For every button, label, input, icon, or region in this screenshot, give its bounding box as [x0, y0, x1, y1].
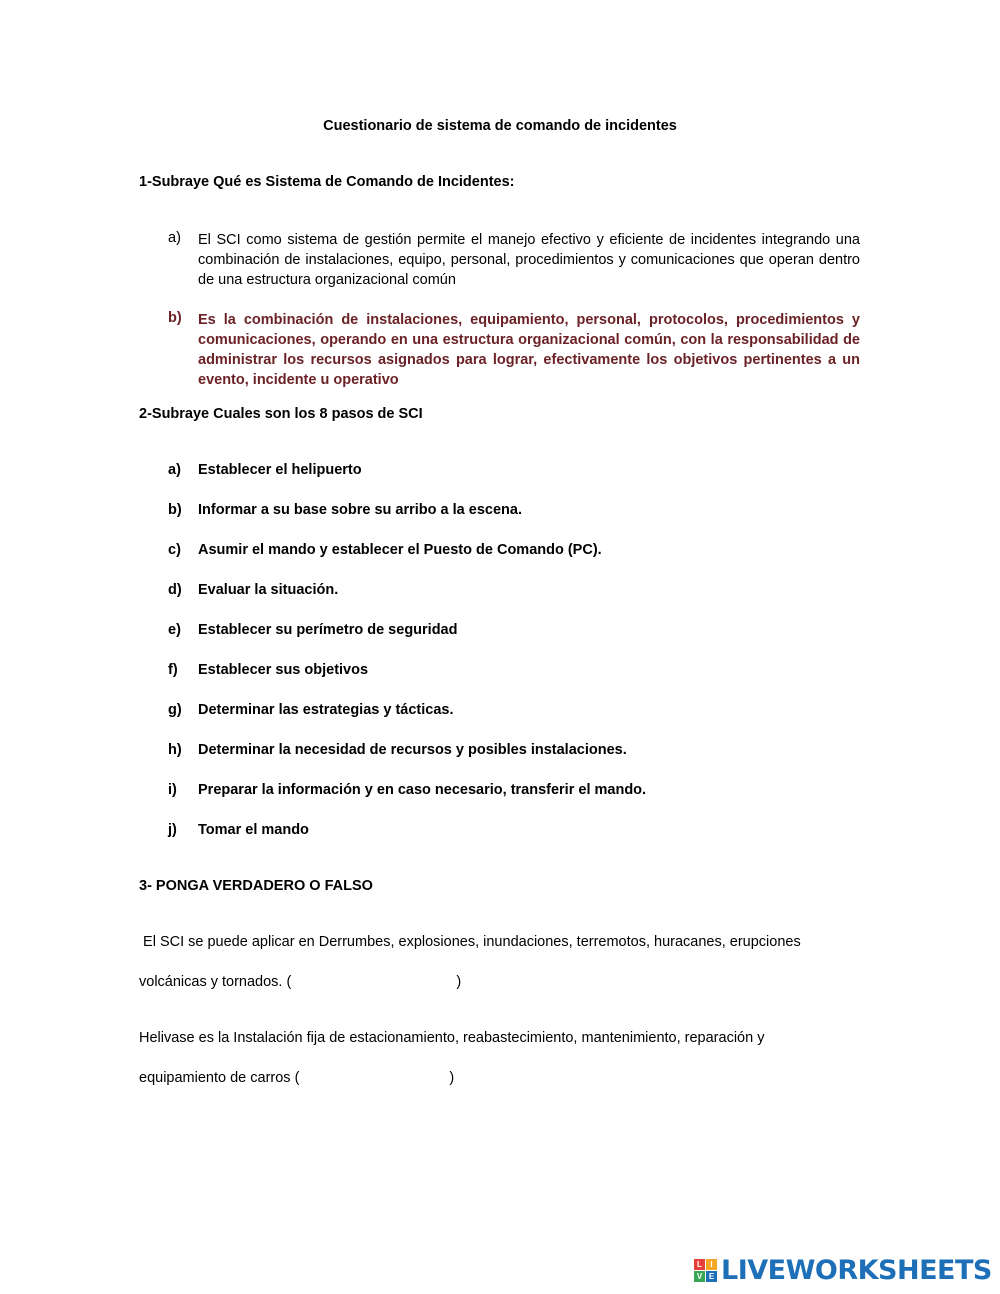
step-text: Tomar el mando: [198, 822, 309, 838]
step-label: b): [168, 502, 182, 518]
statement-2-close-paren: ): [449, 1070, 455, 1086]
statement-2-line-2: [139, 1070, 454, 1086]
option-label: b): [168, 310, 182, 326]
question-1-option-a[interactable]: [168, 230, 860, 290]
step-label: g): [168, 702, 182, 718]
step-label: e): [168, 622, 181, 638]
statement-2-line-1: Helivase es la Instalación fija de estacionamiento, reabastecimiento, mantenimiento, reparación y: [139, 1030, 765, 1046]
step-text: Determinar la necesidad de recursos y posibles instalaciones.: [198, 742, 627, 758]
question-2-heading: 2-Subraye Cuales son los 8 pasos de SCI: [139, 406, 423, 422]
logo-mark-letter: L: [694, 1259, 705, 1270]
option-label: a): [168, 230, 181, 246]
logo-mark-letter: V: [694, 1271, 705, 1282]
step-text: Asumir el mando y establecer el Puesto de Comando (PC).: [198, 542, 602, 558]
step-label: a): [168, 462, 181, 478]
step-label: h): [168, 742, 182, 758]
question-1-option-b[interactable]: [168, 310, 860, 390]
page-title: Cuestionario de sistema de comando de incidentes: [323, 118, 677, 134]
liveworksheets-logo: [694, 1254, 992, 1286]
step-label: d): [168, 582, 182, 598]
step-text: Establecer sus objetivos: [198, 662, 369, 678]
step-text: Evaluar la situación.: [198, 582, 339, 598]
question-1-heading: 1-Subraye Qué es Sistema de Comando de Incidentes:: [139, 174, 515, 190]
statement-1-text: volcánicas y tornados. (: [139, 974, 292, 990]
option-text: El SCI como sistema de gestión permite el manejo efectivo y eficiente de incidentes integrando una combinación de instalaciones, equipo, personal, procedimientos y comunicaciones que operan dentro de una estructura organizacional común: [198, 232, 860, 288]
step-label: i): [168, 782, 177, 798]
step-label: j): [168, 822, 177, 838]
statement-1-line-2: [139, 974, 461, 990]
option-text: Es la combinación de instalaciones, equipamiento, personal, protocolos, procedimientos y comunicaciones, operando en una estructura organizacional común, con la responsabilidad de administrar los recursos asignados para lograr, efectivamente los objetivos pertinentes a un evento, incidente u operativo: [198, 312, 860, 388]
logo-mark-icon: [694, 1259, 717, 1282]
step-label: c): [168, 542, 181, 558]
step-text: Preparar la información y en caso necesario, transferir el mando.: [198, 782, 647, 798]
step-text: Informar a su base sobre su arribo a la escena.: [198, 502, 522, 518]
question-3-heading: 3- PONGA VERDADERO O FALSO: [139, 878, 373, 894]
statement-1-line-1: El SCI se puede aplicar en Derrumbes, explosiones, inundaciones, terremotos, huracanes, erupciones: [139, 934, 801, 950]
step-label: f): [168, 662, 178, 678]
step-text: Establecer su perímetro de seguridad: [198, 622, 458, 638]
step-text: Determinar las estrategias y tácticas.: [198, 702, 454, 718]
logo-mark-letter: E: [706, 1271, 717, 1282]
logo-mark-letter: I: [706, 1259, 717, 1270]
step-text: Establecer el helipuerto: [198, 462, 362, 478]
statement-1-close-paren: ): [456, 974, 462, 990]
logo-text: LIVEWORKSHEETS: [721, 1254, 992, 1286]
statement-2-text: equipamiento de carros (: [139, 1070, 300, 1086]
